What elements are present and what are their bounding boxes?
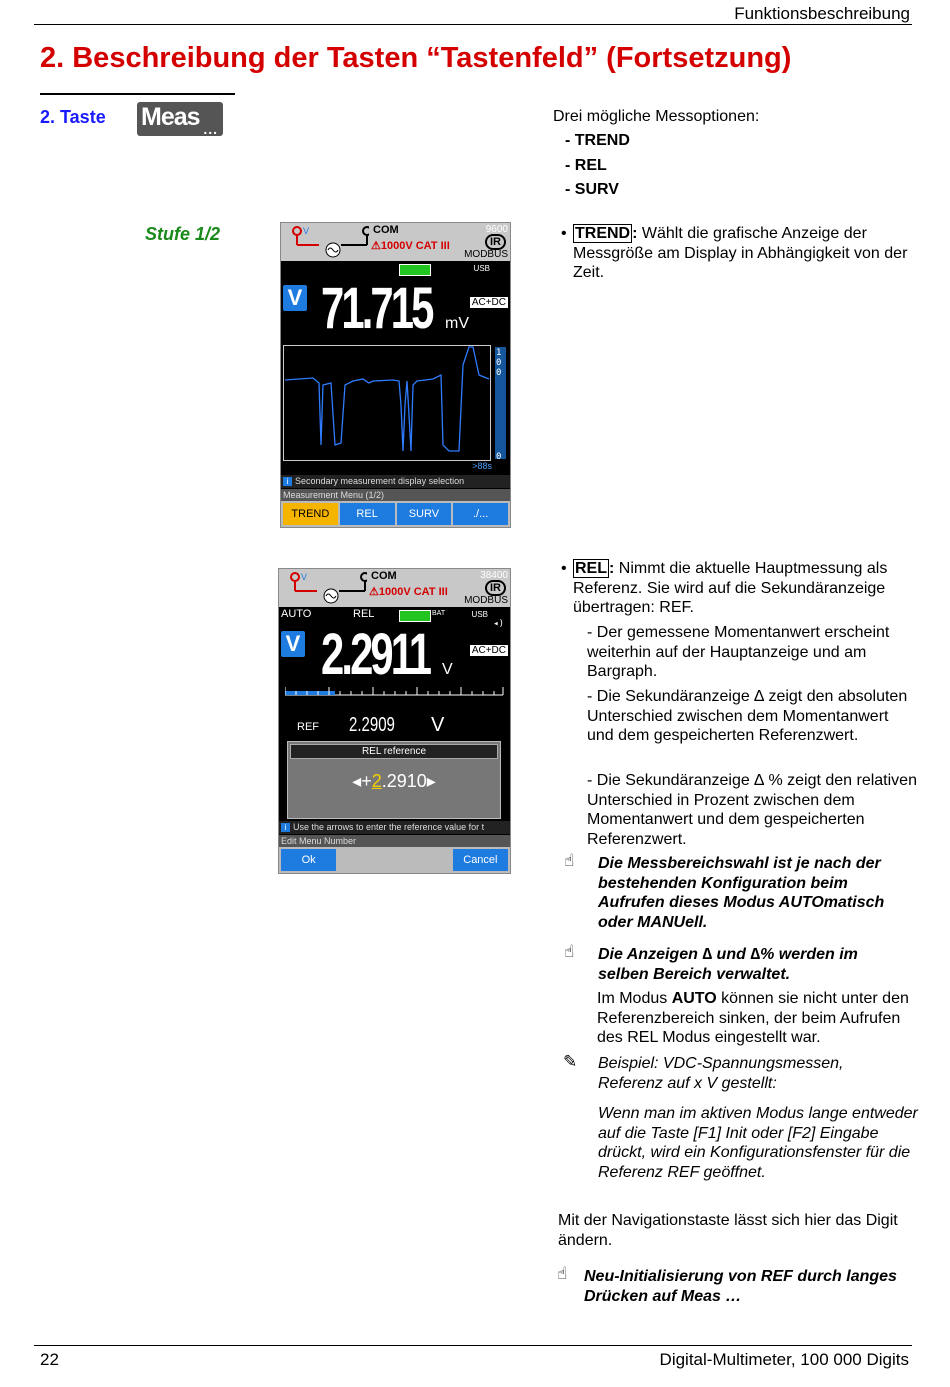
example-detail: Wenn man im aktiven Modus lange entweder auf die Taste [F1] Init oder [F2] Eingabe drückt, wird ein Konfigurationsfenster für die Referenz REF geöffnet. [598, 1105, 918, 1181]
ir-badge: IR [485, 580, 506, 596]
taste-label: 2. Taste [40, 107, 106, 127]
rel-reference-dialog [287, 741, 501, 819]
note-range-selection: Die Messbereichswahl ist je nach der bestehenden Konfiguration beim Aufrufen dieses Modus AUTOmatisch oder MANUell. [598, 855, 885, 931]
main-reading-unit: V [442, 661, 453, 678]
ref-reinit-note: Neu-Initialisierung von REF durch langes Drücken auf Meas … [584, 1268, 897, 1305]
intro-heading: Drei mögliche Messoptionen: [553, 108, 760, 125]
modbus-label: MODBUS [464, 249, 508, 260]
rel-sub-2: - Die Sekundäranzeige ∆ zeigt den absoluten Unterschied zwischen dem Momentanwert und dem gespeicherten Referenzwert. [587, 688, 908, 744]
note-delta-display: Die Anzeigen ∆ und ∆% werden im selben Bereich verwaltet. [598, 946, 858, 983]
product-name: Digital-Multimeter, 100 000 Digits [659, 1350, 909, 1369]
note-auto-mode: Im Modus AUTO können sie nicht unter den Referenzbereich sinken, der beim Aufrufen des REL Modus eingestellt war. [597, 990, 909, 1046]
baud-rate: 38400 [480, 570, 508, 581]
main-reading: 2.2911 [321, 622, 430, 687]
left-arrow-icon[interactable]: ◂+ [352, 771, 372, 791]
graph-scale-4: 0 [496, 452, 502, 462]
category-label: ⚠1000V CAT III [369, 586, 448, 598]
ok-softkey[interactable]: Ok [281, 849, 336, 871]
page-number: 22 [40, 1350, 59, 1369]
selected-digit[interactable]: 2 [371, 771, 382, 791]
acdc-badge: AC+DC [471, 645, 506, 656]
menu-header: Measurement Menu (1/2) [281, 489, 510, 502]
auto-range-label: AUTO [281, 608, 312, 620]
ir-badge: IR [485, 234, 506, 250]
main-reading: 71.715 [321, 276, 432, 341]
reference-value-rest: .2910▸ [381, 771, 436, 791]
baud-rate: 9600 [485, 224, 508, 235]
probe-connection-icon [287, 571, 367, 605]
modbus-label: MODBUS [464, 595, 508, 606]
meas-key-icon [137, 102, 223, 136]
title-rule [40, 93, 235, 95]
ref-value: 2.2909 [349, 714, 395, 736]
rel-sub-3: - Die Sekundäranzeige ∆ % zeigt den relativen Unterschied in Prozent zwischen dem Momentanwert und dem gespeicherten Referenzwert. [587, 772, 917, 848]
function-keys [279, 847, 510, 873]
svg-text:V: V [301, 572, 308, 582]
trend-description: • TREND : Wählt die grafische Anzeige der Messgröße am Display in Abhängigkeit von der Zeit. [573, 224, 913, 283]
option-trend: - TREND [565, 132, 630, 149]
multimeter-screen-rel [278, 568, 511, 874]
com-terminal-label: COM [371, 570, 397, 582]
graph-scale-1: 1 [496, 348, 502, 358]
cancel-softkey[interactable]: Cancel [453, 849, 508, 871]
ref-unit: V [431, 714, 445, 736]
rel-sub-1: - Der gemessene Momentanwert erscheint weiterhin auf der Hauptanzeige und am Bargraph. [587, 624, 890, 680]
info-icon: i [281, 823, 290, 832]
ref-label: REF [297, 721, 319, 733]
voltage-mode-badge: V [283, 285, 307, 311]
dialog-title: REL reference [290, 744, 498, 759]
meas-key-label: Meas [141, 103, 200, 131]
acdc-badge: AC+DC [471, 297, 506, 308]
menu-header: Edit Menu Number [279, 835, 510, 848]
trend-graph [283, 345, 508, 469]
info-line: i Secondary measurement display selection [281, 475, 510, 488]
voltage-mode-badge: V [281, 631, 305, 657]
rel-softkey[interactable]: REL [340, 503, 395, 525]
info-icon: i [283, 477, 292, 486]
category-label: ⚠1000V CAT III [371, 240, 450, 252]
info-line: i Use the arrows to enter the reference value for t [279, 821, 510, 834]
next-page-softkey[interactable]: ./... [453, 503, 508, 525]
meas-key-dots: ... [203, 121, 218, 137]
reference-value-editor[interactable] [288, 771, 500, 792]
header-rule [34, 24, 912, 25]
probe-connection-icon [289, 225, 369, 259]
trend-softkey[interactable]: TREND [283, 503, 338, 525]
navigation-note: Mit der Navigationstaste lässt sich hier das Digit ändern. [558, 1212, 898, 1249]
usb-label: USB [471, 610, 488, 619]
section-header: Funktionsbeschreibung [734, 4, 910, 23]
graph-scale-3: 0 [496, 368, 502, 378]
trend-keyword: TREND [575, 225, 631, 242]
svg-text:V: V [303, 226, 310, 236]
multimeter-screen-trend [280, 222, 511, 528]
main-reading-unit: mV [445, 315, 469, 332]
graph-scale-2: 0 [496, 358, 502, 368]
page-title: 2. Beschreibung der Tasten “Tastenfeld” (Fortsetzung) [40, 42, 792, 74]
pointing-hand-icon: ☝ [557, 1264, 568, 1283]
empty-softkey [396, 849, 451, 871]
screen-status-bar [281, 223, 510, 261]
pointing-hand-icon: ☝ [564, 942, 575, 961]
pencil-icon: ✎ [563, 1052, 578, 1071]
example-text: Beispiel: VDC-Spannungsmessen, Referenz auf x V gestellt: [598, 1055, 844, 1092]
com-terminal-label: COM [373, 224, 399, 236]
empty-softkey [338, 849, 393, 871]
pointing-hand-icon: ☝ [564, 851, 575, 870]
option-surv: - SURV [565, 181, 619, 198]
surv-softkey[interactable]: SURV [397, 503, 452, 525]
option-rel: - REL [565, 157, 607, 174]
usb-label: USB [473, 264, 490, 273]
rel-description: • REL : Nimmt die aktuelle Hauptmessung als Referenz. Sie wird auf die Sekundäranzeige übertragen: REF. [573, 559, 913, 618]
rel-keyword: REL [575, 560, 607, 577]
time-span-label: >88s [472, 461, 492, 471]
bargraph [285, 685, 505, 703]
screen-status-bar [279, 569, 510, 607]
function-keys [281, 501, 510, 527]
footer-rule [34, 1345, 912, 1346]
speaker-icon: ◂) [493, 619, 504, 629]
rel-mode-label: REL [353, 608, 375, 620]
stufe-label: Stufe 1/2 [145, 224, 221, 244]
battery-label: BAT [432, 610, 446, 617]
